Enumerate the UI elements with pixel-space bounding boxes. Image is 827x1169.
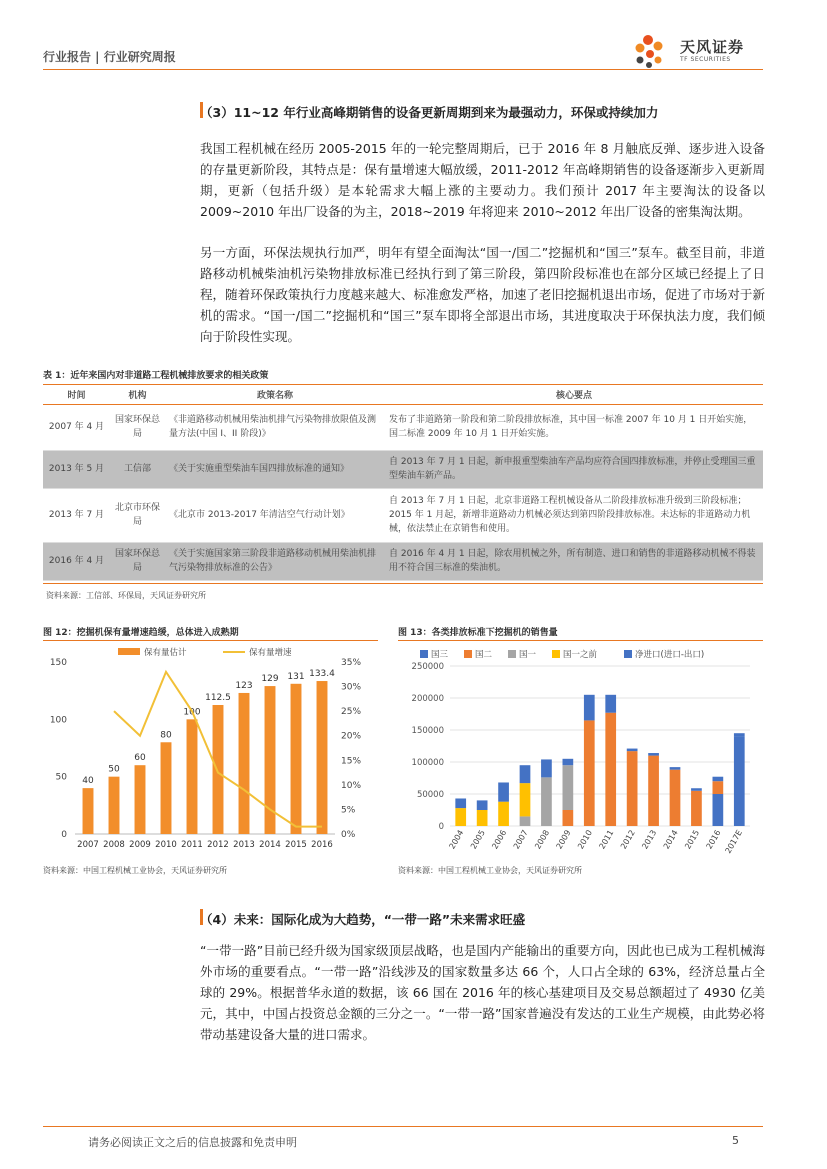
- bar-segment: [520, 765, 531, 783]
- legend-label: 国一: [519, 650, 537, 660]
- table-bottom-rule: [43, 583, 763, 584]
- section-4-paragraph: “一带一路”目前已经升级为国家级顶层战略，也是国内产能输出的重要方向，因此也已成为工程机械海外市场的重要看点。“一带一路”沿线涉及的国家数量多达 66 个，人口占全球的 63%，经济总量占全球的 29%。根据普华永道的数据，该 66 国在 2016 年的核心基建项目及交易总额超过了 4930 亿美元，其中，中国占投资总金额的三分之一。“一带一路”国家普遍没有发达的工业生产规模，由此势必将带动基建设备大量的进口需求。: [200, 943, 765, 1042]
- table-header-policy: 政策名称: [165, 385, 385, 404]
- bar: [213, 705, 224, 834]
- bar-segment: [563, 759, 574, 765]
- table-cell: 国家环保总局: [110, 542, 165, 580]
- y2-tick-label: 10%: [341, 780, 362, 791]
- x-tick-label: 2009: [554, 828, 573, 851]
- bar: [239, 693, 250, 834]
- bar-segment: [563, 765, 574, 810]
- table-cell: 2013 年 5 月: [43, 450, 110, 488]
- table-header-points: 核心要点: [385, 385, 763, 404]
- legend-label: 国二: [475, 650, 493, 660]
- figure-12-chart: [43, 642, 378, 857]
- bar-segment: [498, 782, 509, 801]
- y2-tick-label: 35%: [341, 658, 362, 668]
- legend-label: 国一之前: [563, 650, 598, 660]
- y-tick-label: 0: [438, 822, 444, 832]
- x-tick-label: 2009: [129, 840, 151, 850]
- section-3-title: （3）11~12 年行业高峰期销售的设备更新周期到来为最强动力，环保或持续加力: [200, 105, 659, 120]
- legend-label: 保有量估计: [144, 648, 187, 658]
- bar-segment: [627, 751, 638, 826]
- table-cell: 发布了非道路第一阶段和第二阶段排放标准，其中国一标准 2007 年 10 月 1 日开始实施，国二标准 2009 年 10 月 1 日开始实施。: [385, 404, 763, 450]
- legend-swatch: [508, 650, 516, 658]
- data-label: 112.5: [205, 693, 231, 703]
- disclaimer-notice: 请务必阅读正文之后的信息披露和免责申明: [88, 1136, 297, 1149]
- data-label: 133.4: [309, 669, 335, 680]
- data-label: 129: [261, 674, 279, 685]
- table-cell: 2007 年 4 月: [43, 404, 110, 450]
- x-tick-label: 2008: [533, 828, 552, 851]
- bar-segment: [691, 788, 702, 791]
- table-cell: 国家环保总局: [110, 404, 165, 450]
- section-4-title: （4）未来：国际化成为大趋势，“一带一路”未来需求旺盛: [200, 912, 526, 927]
- table-cell: 自 2013 年 7 月 1 日起，新申报重型柴油车产品均应符合国四排放标准，并停止受理国三重型柴油车新产品。: [385, 450, 763, 488]
- bar-segment: [734, 736, 745, 826]
- figure-12-source: 资料来源：中国工程机械工业协会，天风证券研究所: [43, 866, 227, 875]
- bar-segment: [584, 720, 595, 826]
- policy-table: [43, 385, 763, 581]
- figure-13-title: 图 13：各类排放标准下挖掘机的销售量: [398, 628, 558, 638]
- x-tick-label: 2012: [618, 828, 637, 851]
- table-row: [43, 542, 763, 580]
- bar-segment: [627, 749, 638, 752]
- y2-tick-label: 5%: [341, 805, 356, 816]
- x-tick-label: 2016: [311, 840, 333, 850]
- bar-segment: [520, 816, 531, 826]
- y2-tick-label: 20%: [341, 731, 362, 742]
- data-label: 80: [160, 730, 172, 741]
- y2-tick-label: 0%: [341, 830, 356, 840]
- data-label: 123: [235, 680, 253, 691]
- brand-subtitle: TF SECURITIES: [680, 56, 731, 63]
- y-tick-label: 100: [49, 715, 67, 726]
- legend-swatch: [552, 650, 560, 658]
- y-tick-label: 100000: [411, 758, 444, 768]
- table-cell: 《北京市 2013-2017 年清洁空气行动计划》: [165, 488, 385, 542]
- bar-segment: [477, 800, 488, 810]
- y-tick-label: 50: [55, 772, 67, 783]
- figure-12-rule: [43, 640, 378, 641]
- bar-segment: [584, 695, 595, 721]
- x-tick-label: 2014: [259, 840, 281, 850]
- bar-segment: [498, 802, 509, 826]
- bar-segment: [455, 808, 466, 826]
- x-tick-label: 2016: [704, 828, 723, 851]
- figure-13-chart: [398, 642, 763, 857]
- legend-swatch: [464, 650, 472, 658]
- y-tick-label: 50000: [416, 790, 444, 800]
- bar-segment: [455, 798, 466, 808]
- legend-swatch: [420, 650, 428, 658]
- section-3-paragraph-1: 我国工程机械在经历 2005-2015 年的一轮完整周期后，已于 2016 年 8 月触底反弹、逐步进入设备的存量更新阶段，其特点是：保有量增速大幅放缓，2011-2012 年高峰期销售的设备逐渐步入更新周期，更新（包括升级）是本轮需求大幅上涨的主要动力。我们预计 2017 年主要淘汰的设备以 2009~2010 年出厂设备的为主，2018~2019 年将迎来 2010~2012 年出厂设备的密集淘汰期。: [200, 141, 765, 219]
- x-tick-label: 2014: [661, 828, 680, 851]
- bar-segment: [713, 777, 724, 781]
- report-category: 行业报告 | 行业研究周报: [43, 50, 176, 64]
- bar-segment: [541, 777, 552, 826]
- x-tick-label: 2011: [181, 840, 203, 850]
- legend-label: 保有量增速: [249, 648, 292, 658]
- data-label: 100: [183, 707, 201, 718]
- x-tick-label: 2015: [285, 840, 307, 850]
- x-tick-label: 2006: [490, 828, 509, 851]
- data-label: 60: [134, 753, 146, 764]
- table-row: [43, 404, 763, 450]
- x-tick-label: 2010: [576, 828, 595, 851]
- y-tick-label: 150000: [411, 726, 444, 736]
- bar-segment: [477, 810, 488, 826]
- x-tick-label: 2008: [103, 840, 125, 850]
- header-divider: [43, 69, 763, 70]
- y2-tick-label: 15%: [341, 756, 362, 767]
- x-tick-label: 2007: [77, 840, 99, 850]
- legend-label: 国三: [431, 650, 449, 660]
- bar-segment: [713, 794, 724, 826]
- table-header-time: 时间: [43, 385, 110, 404]
- bar-segment: [541, 759, 552, 777]
- table-cell: 《关于实施重型柴油车国四排放标准的通知》: [165, 450, 385, 488]
- section-3-paragraph-2: 另一方面，环保法规执行加严，明年有望全面淘汰“国一/国二”挖掘机和“国三”泵车。截至目前，非道路移动机械柴油机污染物排放标准已经执行到了第三阶段，第四阶段标准也在部分区域已经提上了日程，随着环保政策执行力度越来越大、标准愈发严格，加速了老旧挖掘机退出市场，促进了市场对于新机的需求。“国一/国二”挖掘机和“国三”泵车即将全部退出市场，其进度取决于环保执法力度，我们倾向于阶段性实现。: [200, 245, 765, 344]
- y-tick-label: 0: [61, 830, 67, 840]
- x-tick-label: 2017E: [723, 828, 745, 856]
- legend-swatch: [118, 648, 140, 655]
- y-tick-label: 150: [49, 658, 67, 668]
- legend-swatch: [624, 650, 632, 658]
- x-tick-label: 2010: [155, 840, 177, 850]
- table-cell: 《非道路移动机械用柴油机排气污染物排放限值及测量方法(中国 I、II 阶段)》: [165, 404, 385, 450]
- x-tick-label: 2015: [683, 828, 702, 851]
- table-cell: 自 2013 年 7 月 1 日起，北京非道路工程机械设备从二阶段排放标准升级到三阶段标准；2015 年 1 月起，新增非道路动力机械必须达到第四阶段排放标准。未达标的非道路动力机械，依法禁止在京销售和使用。: [385, 488, 763, 542]
- x-tick-label: 2013: [640, 828, 659, 851]
- x-tick-label: 2011: [597, 828, 616, 851]
- bar-segment: [520, 783, 531, 816]
- bar: [83, 788, 94, 834]
- figure-13-rule: [398, 640, 763, 641]
- bar-segment: [734, 733, 745, 736]
- bar: [291, 684, 302, 834]
- bar-segment: [648, 756, 659, 826]
- x-tick-label: 2007: [511, 828, 530, 851]
- brand-name: 天风证券: [680, 38, 745, 56]
- table-1-source: 资料来源：工信部、环保局，天风证券研究所: [46, 591, 206, 600]
- bar: [135, 765, 146, 834]
- bar-segment: [670, 767, 681, 770]
- table-cell: 北京市环保局: [110, 488, 165, 542]
- figure-12-title: 图 12：挖掘机保有量增速趋缓，总体进入成熟期: [43, 628, 239, 638]
- table-1-title: 表 1：近年来国内对非道路工程机械排放要求的相关政策: [43, 371, 269, 381]
- bar: [109, 777, 120, 834]
- table-row: [43, 488, 763, 542]
- bar-segment: [605, 695, 616, 713]
- y2-tick-label: 25%: [341, 707, 362, 718]
- bar-segment: [563, 810, 574, 826]
- bar: [317, 681, 328, 834]
- bar: [161, 742, 172, 834]
- page-number: 5: [732, 1134, 739, 1147]
- bar-segment: [691, 791, 702, 826]
- table-row: [43, 450, 763, 488]
- legend-label: 净进口(进口-出口): [635, 650, 705, 660]
- data-label: 131: [287, 671, 305, 682]
- bar-segment: [713, 781, 724, 794]
- table-header-agency: 机构: [110, 385, 165, 404]
- x-tick-label: 2013: [233, 840, 255, 850]
- bar: [187, 719, 198, 834]
- data-label: 40: [82, 776, 94, 787]
- bar-segment: [648, 753, 659, 756]
- table-cell: 2013 年 7 月: [43, 488, 110, 542]
- footer-divider: [43, 1126, 763, 1127]
- x-tick-label: 2012: [207, 840, 229, 850]
- data-label: 50: [108, 764, 120, 775]
- x-tick-label: 2005: [468, 828, 487, 851]
- figure-13-source: 资料来源：中国工程机械工业协会，天风证券研究所: [398, 866, 582, 875]
- table-cell: 《关于实施国家第三阶段非道路移动机械用柴油机排气污染物排放标准的公告》: [165, 542, 385, 580]
- bar-segment: [670, 770, 681, 826]
- y2-tick-label: 30%: [341, 682, 362, 693]
- y-tick-label: 250000: [411, 662, 444, 672]
- table-cell: 2016 年 4 月: [43, 542, 110, 580]
- y-tick-label: 200000: [411, 694, 444, 704]
- bar-segment: [605, 713, 616, 826]
- table-cell: 工信部: [110, 450, 165, 488]
- table-cell: 自 2016 年 4 月 1 日起，除农用机械之外，所有制造、进口和销售的非道路移动机械不得装用不符合国三标准的柴油机。: [385, 542, 763, 580]
- x-tick-label: 2004: [447, 828, 466, 851]
